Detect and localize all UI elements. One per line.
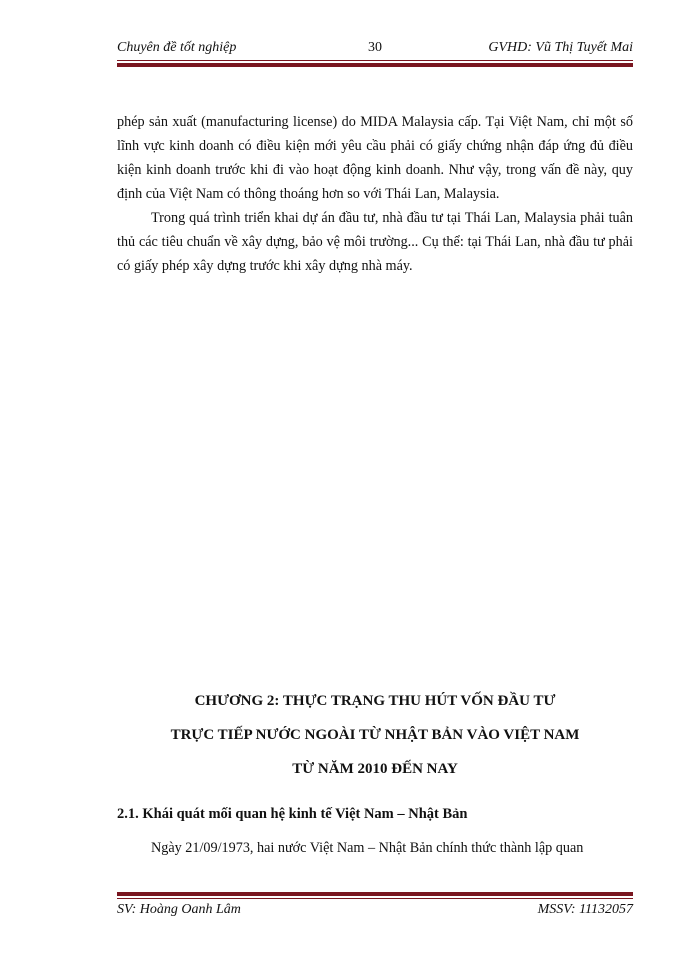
header-supervisor: GVHD: Vũ Thị Tuyết Mai xyxy=(488,40,633,55)
page-footer xyxy=(117,902,633,920)
chapter-title-line-3: TỪ NĂM 2010 ĐẾN NAY xyxy=(292,761,458,777)
header-document-type: Chuyên đề tốt nghiệp xyxy=(117,40,237,55)
chapter-title-line-1: CHƯƠNG 2: THỰC TRẠNG THU HÚT VỐN ĐẦU TƯ xyxy=(194,693,556,709)
footer-student: SV: Hoàng Oanh Lâm xyxy=(117,902,241,917)
chapter-title-line-2: TRỰC TIẾP NƯỚC NGOÀI TỪ NHẬT BẢN VÀO VIỆT NAM xyxy=(170,727,580,743)
body-paragraph-3: Ngày 21/09/1973, hai nước Việt Nam – Nhật Bản chính thức thành lập quan xyxy=(151,840,584,856)
footer-divider xyxy=(117,892,633,899)
body-paragraph-1: phép sản xuất (manufacturing license) do MIDA Malaysia cấp. Tại Việt Nam, chỉ một số lĩnh vực kinh doanh có điều kiện mới yêu cầu phải có giấy chứng nhận đáp ứng đủ điều kiện kinh doanh trước khi đi vào hoạt động kinh doanh. Như vậy, trong vấn đề này, quy định của Việt Nam có thông thoáng hơn so với Thái Lan, Malaysia. xyxy=(117,114,633,202)
footer-student-id: MSSV: 11132057 xyxy=(537,902,633,917)
header-divider xyxy=(117,60,633,67)
section-heading: 2.1. Khái quát mối quan hệ kinh tế Việt Nam – Nhật Bản xyxy=(117,806,468,822)
body-paragraph-2: Trong quá trình triển khai dự án đầu tư, nhà đầu tư tại Thái Lan, Malaysia phải tuân thủ các tiêu chuẩn về xây dựng, bảo vệ môi trường... Cụ thể: tại Thái Lan, nhà đầu tư phải có giấy phép xây dựng trước khi xây dựng nhà máy. xyxy=(117,210,633,274)
page-number: 30 xyxy=(368,40,382,55)
chapter-title xyxy=(117,684,633,786)
page-header xyxy=(117,40,633,58)
